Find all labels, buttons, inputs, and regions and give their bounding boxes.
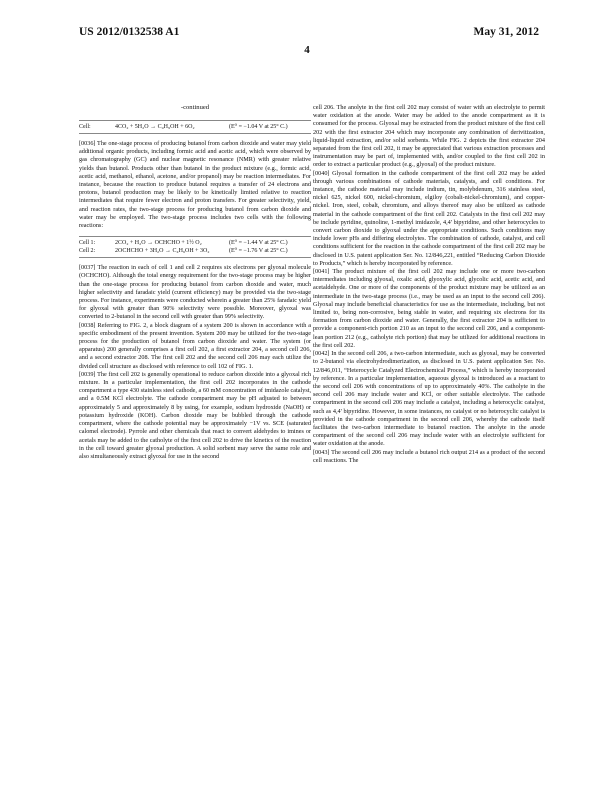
equation-row	[79, 239, 311, 247]
equation-label: Cell 2:	[79, 248, 96, 255]
equation-body: 2OCHCHO + 3H₂O → C₄H₉OH + 3O₂	[115, 248, 210, 255]
paragraph-0037: [0037] The reaction in each of cell 1 and cell 2 requires six electrons per glyoxal molecule (OCHCHO). Although the total energy requirement for the two-stage process may be higher than the one-stage process for producing butanol from carbon dioxide and water, much higher selectivity and faradaic yield (current efficiency) may be provided via the two-stage process. For instance, experiments were conducted wherein a greater than 25% faradaic yield for glyoxal with greater than 90% selectivity were possible. Moreover, glyoxal was converted to 2-butanol in the second cell with greater than 99% selectivity.	[79, 264, 311, 321]
paragraph-0039: [0039] The first cell 202 is generally operational to reduce carbon dioxide into a glyoxal rich mixture. In a particular implementation, the first cell 202 incorporates in the cathode compartment a type 430 stainless steel cathode, a 60 mM concentration of imidazole catalyst, and a 0.5M KCl electrolyte. The cathode compartment may be pH adjusted to between approximately 5 and approximately 8 by using, for example, sodium hydroxide (NaOH) or potassium hydroxide (KOH). Carbon dioxide may be bubbled through the cathode compartment, where the cathode potential may be approximately −1V vs. SCE (saturated calomel electrode). Pyrrole and other chemicals that react to convert aldehydes to imines or acetals may be added to the catholyte of the first cell 202 to drive the kinetics of the reaction in the cell toward greater glyoxal production. A solid sorbent may serve the same role and also simultaneously extract glyoxal for use in the second	[79, 370, 311, 460]
paragraph-0039-continued: cell 206. The anolyte in the first cell 202 may consist of water with an electrolyte to permit water oxidation at the anode. Water may be added to the anode compartment as it is consumed for the process. Glyoxal may be extracted from the product mixture of the first cell 202 with the first extractor 204 which may incorporate any combination of derivitization, liquid-liquid extraction, and/or solid sorbents. While FIG. 2 depicts the first extractor 204 separated from the first cell 202, it may be appreciated that various extraction processes and instrumentation may be part of, implemented with, and/or coupled to the first cell 202 in order to extract a particular product (e.g., glyoxal) of the product mixture.	[313, 104, 545, 169]
equation-block-2	[79, 236, 311, 258]
equation-row	[79, 123, 311, 131]
publication-date: May 31, 2012	[473, 26, 539, 38]
paragraph-0041: [0041] The product mixture of the first cell 202 may include one or more two-carbon intermediates including glyoxal, oxalic acid, glyoxylic acid, glycolic acid, acetic acid, and acetaldehyde. One or more of the components of the product mixture may be utilized as an intermediate in the two-stage process (i.e., may be used as an input to the second cell 206). Glyoxal may include beneficial characteristics for use as the intermediate, including, but not limited to, being non-corrosive, being stable in water, and requiring six electrons for its formation from carbon dioxide and water. Generally, the first extractor 204 is sufficient to provide a component-rich portion 210 as an input to the second cell 206, and a component-lean portion 212 (e.g., catholyte rich portion) that may be utilized for additional reactions in the first cell 202.	[313, 268, 545, 349]
equation-label: Cell:	[79, 124, 91, 130]
equation-potential: (E⁰ = −1.04 V at 25° C.)	[229, 124, 288, 130]
page-number: 4	[304, 44, 310, 56]
continued-label: -continued	[180, 104, 210, 111]
equation-block-1	[79, 120, 311, 134]
paragraph-0040: [0040] Glyoxal formation in the cathode compartment of the first cell 202 may be aided through various combinations of cathode materials, catalysts, and cell conditions. For instance, the cathode material may include indium, tin, molybdenum, 316 stainless steel, nickel 625, nickel 600, nickel-chromium, elgiloy (cobalt-nickel-chromium), and copper-nickel. Iron, steel, cobalt, chromium, and alloys thereof may also be utilized as cathode material in the cathode compartment of the first cell 202. Catalysts in the first cell 202 may be include pyridine, quinoline, 1-methyl imidazole, 4,4' bipyridine, and other heterocycles to convert carbon dioxide to glyoxal under the appropriate conditions. Such conditions may include lower pHs and differing electrolytes. The combination of cathode, catalyst, and cell conditions sufficient for the reaction in the cathode compartment of the first cell 202 may be disclosed in U.S. patent application Ser. No. 12/846,221, entitled “Reducing Carbon Dioxide to Products,” which is hereby incorporated by reference.	[313, 169, 545, 267]
paragraph-0043: [0043] The second cell 206 may include a butanol rich output 214 as a product of the second cell reactions. The	[313, 448, 545, 464]
publication-number: US 2012/0132538 A1	[79, 26, 180, 38]
right-column	[313, 104, 545, 465]
paragraph-0036: [0036] The one-stage process of producing butanol from carbon dioxide and water may yield additional organic products, including formic acid and acetic acid, which were observed by gas chromatography (GC) and nuclear magnetic resonance (NMR) with greater relative yields than butanol. Products other than butanol in the product mixture (e.g., formic acid, acetic acid, methanol, ethanol, acetone, and/or propanol) may be reaction intermediates. For instance, because the reaction to produce butanol requires a transfer of 24 electrons and protons, butanol production may be likely to be kinetically limited relative to reaction intermediates that require fewer electron and proton transfers. For greater selectivity, yield, and reaction rates, the two-stage process for producing butanol from carbon dioxide and water may be employed. The two-stage process includes two cells with the following reactions:	[79, 140, 311, 230]
equation-body: 2CO₂ + H₂O → OCHCHO + 1½ O₂	[115, 240, 202, 247]
equation-potential: (E⁰ = −1.76 V at 25° C.)	[229, 248, 288, 255]
paragraph-0042: [0042] In the second cell 206, a two-carbon intermediate, such as glyoxal, may be converted to 2-butanol via electrohydrodimerization, as disclosed in U.S. patent application Ser. No. 12/846,011, “Heterocycle Catalyzed Electrochemical Process,” which is hereby incorporated by reference. In a particular implementation, aqueous glyoxal is introduced as a reactant to the second cell 206 with concentrations of up to approximately 40%. The catholyte in the second cell 206 may include water and KCl, or other suitable electrolyte. The cathode compartment in the second cell 206 may include a catalyst, including a heterocyclic catalyst, such as 4,4' bipyridine. However, in some instances, no catalyst or no heterocyclic catalyst is provided in the cathode compartment in the second cell 206, whereby the cathode itself facilitates the two-carbon intermediate to butanol reaction. The anolyte in the anode compartment of the second cell 206 may include water with an electrolyte sufficient for water oxidation at the anode.	[313, 350, 545, 448]
left-column	[79, 118, 311, 461]
equation-label: Cell 1:	[79, 240, 96, 247]
equation-potential: (E⁰ = −1.44 V at 25° C.)	[229, 240, 288, 247]
equation-body: 4CO₂ + 5H₂O → C₄H₉OH + 6O₂	[115, 124, 195, 130]
equation-row	[79, 247, 311, 255]
paragraph-0038: [0038] Referring to FIG. 2, a block diagram of a system 200 is shown in accordance with a specific embodiment of the present invention. System 200 may be utilized for the two-stage process for the production of butanol from carbon dioxide and water. The system (or apparatus) 200 generally comprises a first cell 202, a first extractor 204, a second cell 206, and a second extractor 208. The first cell 202 and the second cell 206 may each utilize the divided cell structure as disclosed with reference to cell 102 of FIG. 1.	[79, 321, 311, 370]
